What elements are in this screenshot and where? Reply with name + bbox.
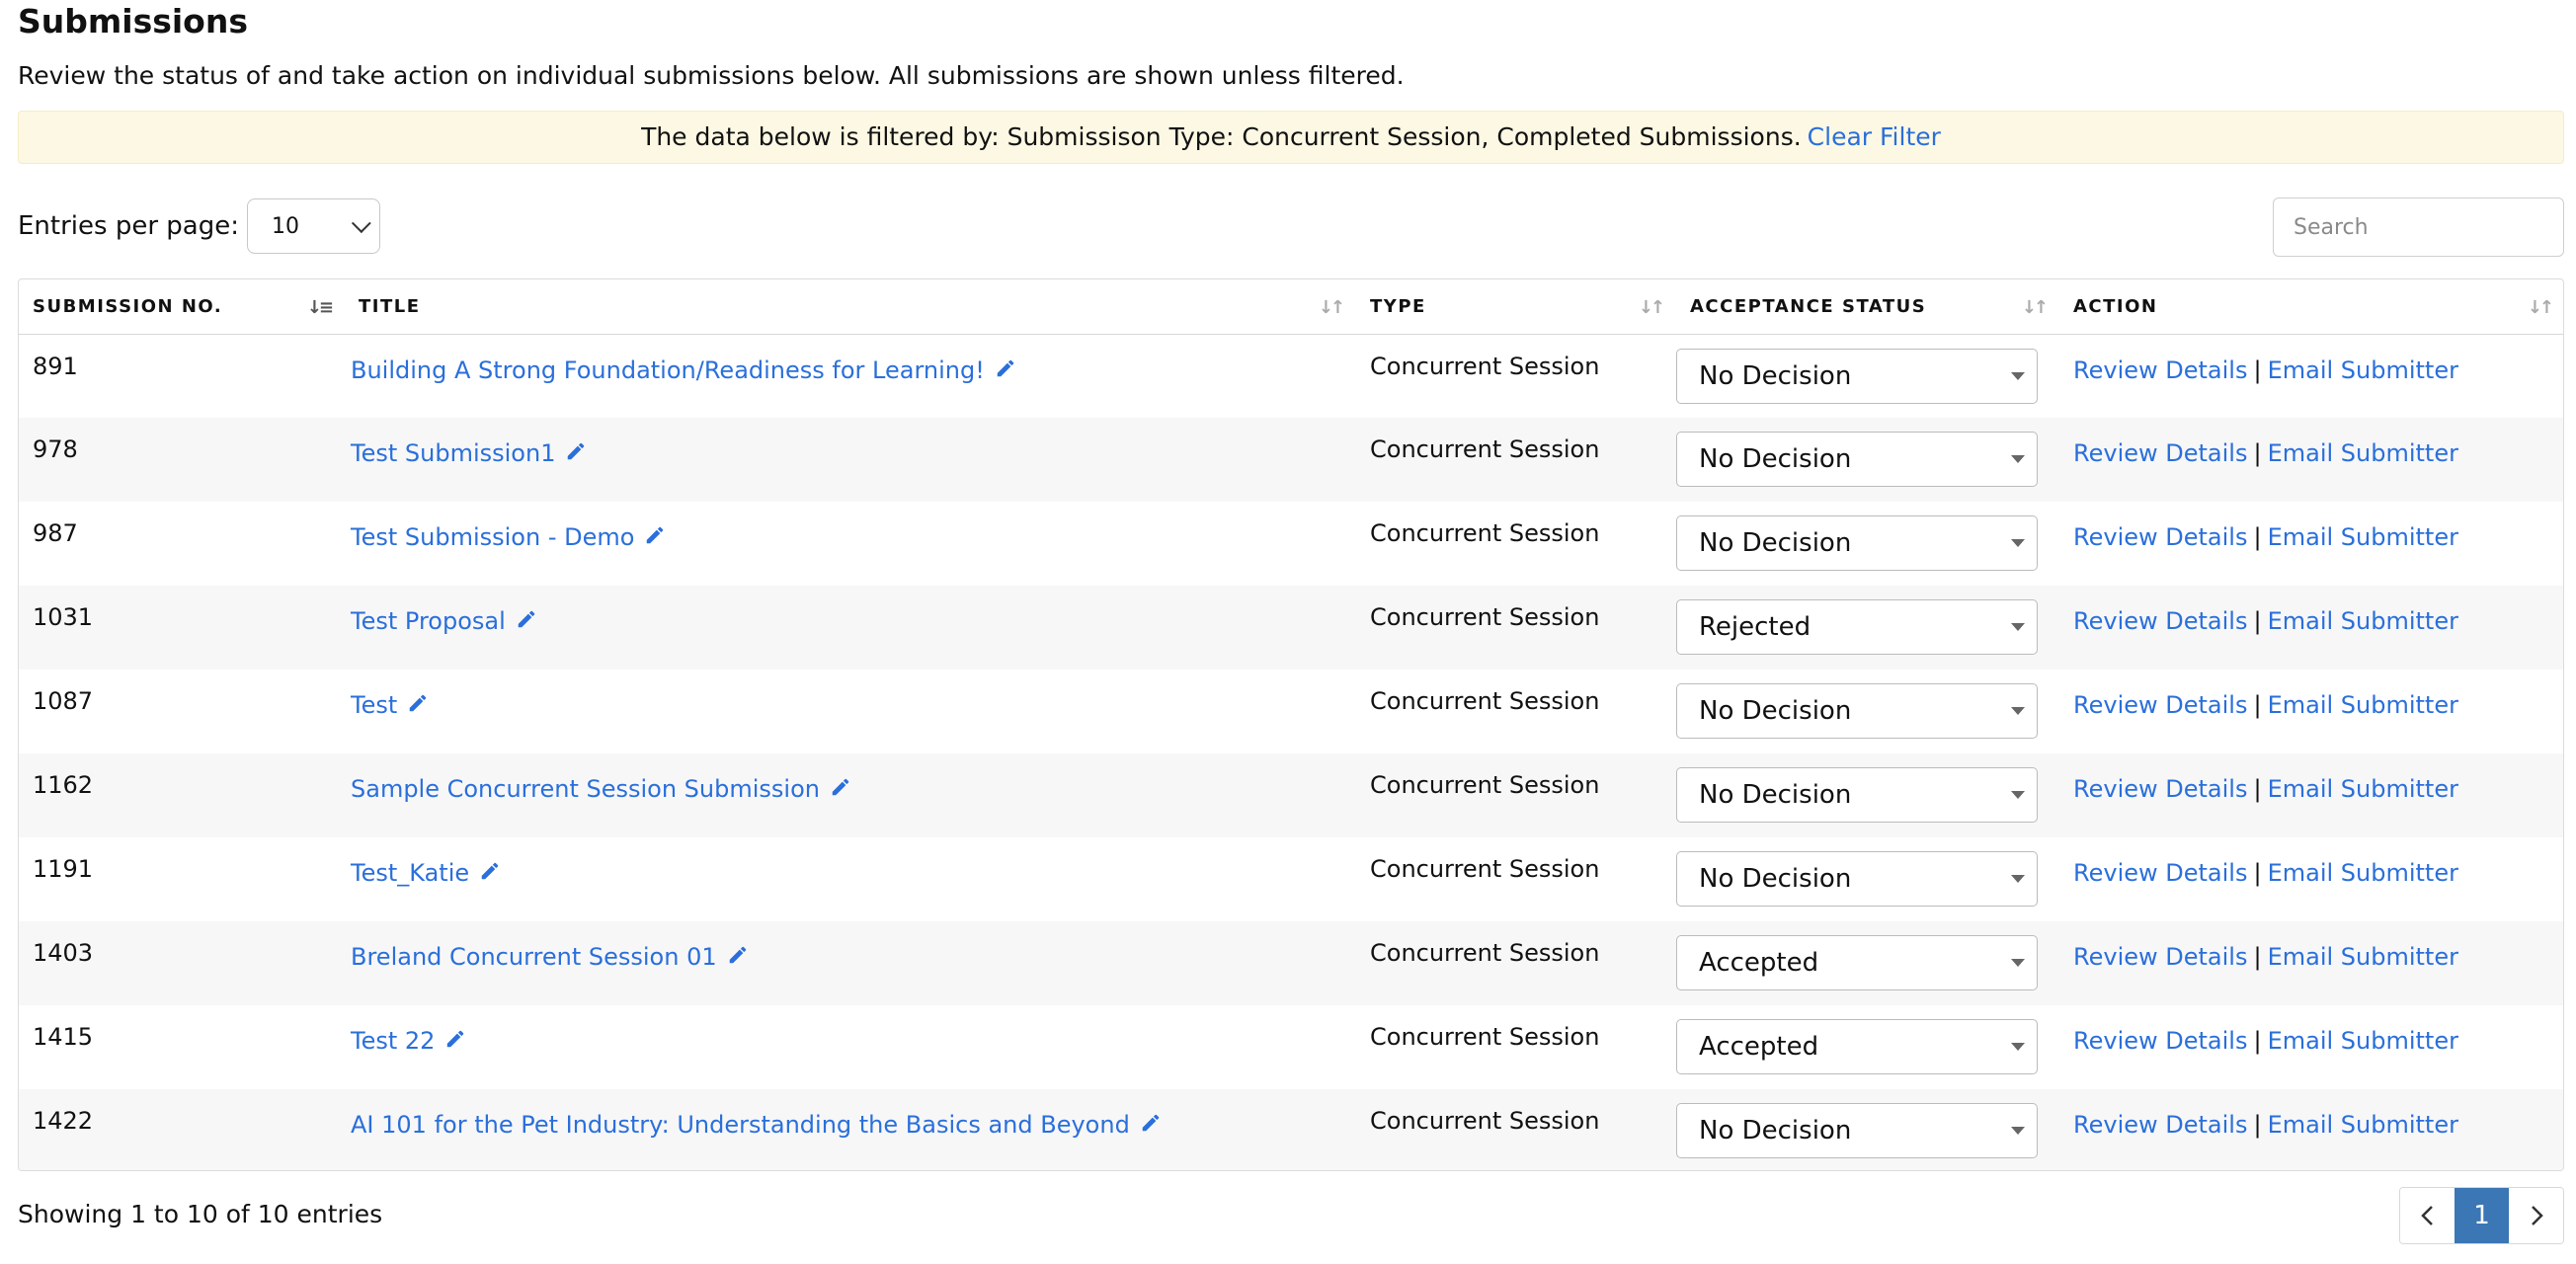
submission-number: 1031	[33, 603, 94, 631]
pencil-icon[interactable]	[444, 1028, 466, 1056]
submissions-table	[18, 278, 2564, 1171]
title-cell	[345, 502, 1356, 586]
review-details-link[interactable]: Review Details	[2073, 859, 2248, 887]
chevron-down-icon	[352, 213, 371, 233]
table-row	[19, 921, 2564, 1005]
acceptance-status-select[interactable]	[1676, 851, 2038, 907]
status-cell	[1676, 837, 2059, 921]
submission-title-link[interactable]: Test_Katie	[351, 859, 470, 887]
title-cell	[345, 837, 1356, 921]
submission-number: 1422	[33, 1107, 94, 1135]
submission-type: Concurrent Session	[1370, 352, 1600, 380]
table-row	[19, 1005, 2564, 1089]
status-cell	[1676, 418, 2059, 502]
submission-number: 987	[33, 519, 78, 547]
submission-number: 1087	[33, 687, 94, 715]
action-separator: |	[2253, 439, 2262, 467]
pencil-icon[interactable]	[565, 440, 587, 468]
chevron-left-icon	[2419, 1205, 2437, 1226]
acceptance-status-value: No Decision	[1699, 444, 1852, 474]
status-cell	[1676, 670, 2059, 753]
acceptance-status-select[interactable]	[1676, 683, 2038, 739]
review-details-link[interactable]: Review Details	[2073, 1111, 2248, 1139]
email-submitter-link[interactable]: Email Submitter	[2267, 1111, 2458, 1139]
column-type[interactable]: TYPE ↓↑	[1370, 295, 1662, 318]
submission-number: 1191	[33, 855, 94, 883]
pencil-icon[interactable]	[516, 608, 537, 636]
action-separator: |	[2253, 1111, 2262, 1139]
column-acceptance-status[interactable]: ACCEPTANCE STATUS ↓↑	[1690, 295, 2046, 318]
submission-number: 1403	[33, 939, 94, 967]
filter-text: The data below is filtered by: Submissison Type: Concurrent Session, Completed Submissions.	[641, 122, 1802, 151]
submission-number: 1415	[33, 1023, 94, 1051]
chevron-right-icon	[2528, 1205, 2545, 1226]
action-cell	[2059, 1089, 2564, 1171]
status-cell	[1676, 586, 2059, 670]
table-row	[19, 502, 2564, 586]
caret-down-icon	[2011, 539, 2025, 547]
action-cell	[2059, 418, 2564, 502]
table-row	[19, 753, 2564, 837]
action-cell	[2059, 670, 2564, 753]
review-details-link[interactable]: Review Details	[2073, 523, 2248, 551]
review-details-link[interactable]: Review Details	[2073, 943, 2248, 971]
status-cell	[1676, 753, 2059, 837]
entries-per-page	[18, 198, 380, 255]
search-input[interactable]	[2273, 198, 2564, 257]
acceptance-status-select[interactable]	[1676, 349, 2038, 404]
submission-type: Concurrent Session	[1370, 1023, 1600, 1051]
caret-down-icon	[2011, 623, 2025, 631]
email-submitter-link[interactable]: Email Submitter	[2267, 356, 2458, 384]
submission-title-link[interactable]: AI 101 for the Pet Industry: Understanding the Basics and Beyond	[351, 1111, 1130, 1139]
submission-title-link[interactable]: Test Submission - Demo	[351, 523, 635, 551]
status-cell	[1676, 921, 2059, 1005]
submission-title-link[interactable]: Test Proposal	[351, 607, 506, 635]
title-cell	[345, 1089, 1356, 1171]
email-submitter-link[interactable]: Email Submitter	[2267, 523, 2458, 551]
acceptance-status-select[interactable]	[1676, 1019, 2038, 1074]
submission-type: Concurrent Session	[1370, 687, 1600, 715]
submission-title-link[interactable]: Test 22	[351, 1027, 436, 1055]
entries-select[interactable]	[247, 198, 380, 254]
caret-down-icon	[2011, 1043, 2025, 1051]
action-separator: |	[2253, 356, 2262, 384]
submission-type: Concurrent Session	[1370, 771, 1600, 799]
action-cell	[2059, 502, 2564, 586]
pencil-icon[interactable]	[644, 524, 666, 552]
submission-number: 891	[33, 352, 78, 380]
pencil-icon[interactable]	[407, 692, 429, 720]
acceptance-status-value: No Decision	[1699, 1116, 1852, 1146]
acceptance-status-select[interactable]	[1676, 767, 2038, 823]
review-details-link[interactable]: Review Details	[2073, 607, 2248, 635]
caret-down-icon	[2011, 455, 2025, 463]
column-action[interactable]: ACTION ↓↑	[2073, 295, 2551, 318]
caret-down-icon	[2011, 372, 2025, 380]
acceptance-status-value: No Decision	[1699, 780, 1852, 810]
action-cell	[2059, 837, 2564, 921]
submission-type: Concurrent Session	[1370, 435, 1600, 463]
sort-icon: ↓≡	[306, 297, 331, 318]
caret-down-icon	[2011, 959, 2025, 967]
clear-filter-link[interactable]: Clear Filter	[1807, 122, 1941, 151]
review-details-link[interactable]: Review Details	[2073, 1027, 2248, 1055]
table-row	[19, 670, 2564, 753]
acceptance-status-value: Accepted	[1699, 948, 1819, 978]
submission-type: Concurrent Session	[1370, 1107, 1600, 1135]
title-cell	[345, 418, 1356, 502]
acceptance-status-value: Rejected	[1699, 612, 1811, 642]
acceptance-status-select[interactable]	[1676, 935, 2038, 990]
pencil-icon[interactable]	[727, 944, 749, 972]
submission-number: 978	[33, 435, 78, 463]
submission-type: Concurrent Session	[1370, 603, 1600, 631]
status-cell	[1676, 1005, 2059, 1089]
pagination	[2399, 1187, 2564, 1244]
submission-number: 1162	[33, 771, 94, 799]
table-header	[19, 279, 2564, 334]
title-cell	[345, 921, 1356, 1005]
review-details-link[interactable]: Review Details	[2073, 356, 2248, 384]
status-cell	[1676, 502, 2059, 586]
table-row	[19, 1089, 2564, 1171]
next-page-button[interactable]	[2509, 1188, 2563, 1243]
sort-icon: ↓↑	[1318, 297, 1342, 318]
email-submitter-link[interactable]: Email Submitter	[2267, 1027, 2458, 1055]
title-cell	[345, 1005, 1356, 1089]
status-cell	[1676, 334, 2059, 418]
table-row	[19, 837, 2564, 921]
action-separator: |	[2253, 775, 2262, 803]
caret-down-icon	[2011, 707, 2025, 715]
action-separator: |	[2253, 859, 2262, 887]
email-submitter-link[interactable]: Email Submitter	[2267, 775, 2458, 803]
sort-icon: ↓↑	[1638, 297, 1662, 318]
page-title: Submissions	[18, 2, 248, 40]
email-submitter-link[interactable]: Email Submitter	[2267, 607, 2458, 635]
submission-type: Concurrent Session	[1370, 939, 1600, 967]
title-cell	[345, 586, 1356, 670]
pencil-icon[interactable]	[1140, 1112, 1162, 1140]
table-row	[19, 418, 2564, 502]
action-cell	[2059, 753, 2564, 837]
submission-type: Concurrent Session	[1370, 519, 1600, 547]
action-separator: |	[2253, 943, 2262, 971]
email-submitter-link[interactable]: Email Submitter	[2267, 439, 2458, 467]
action-separator: |	[2253, 523, 2262, 551]
submission-title-link[interactable]: Test	[351, 691, 398, 719]
email-submitter-link[interactable]: Email Submitter	[2267, 943, 2458, 971]
submission-title-link[interactable]: Sample Concurrent Session Submission	[351, 775, 820, 803]
acceptance-status-select[interactable]	[1676, 515, 2038, 571]
pencil-icon[interactable]	[995, 357, 1016, 385]
review-details-link[interactable]: Review Details	[2073, 775, 2248, 803]
status-cell	[1676, 1089, 2059, 1171]
entries-label: Entries per page:	[18, 211, 239, 241]
title-cell	[345, 753, 1356, 837]
action-separator: |	[2253, 607, 2262, 635]
sort-icon: ↓↑	[2527, 297, 2551, 318]
caret-down-icon	[2011, 875, 2025, 883]
pencil-icon[interactable]	[830, 776, 851, 804]
sort-icon: ↓↑	[2021, 297, 2046, 318]
acceptance-status-value: Accepted	[1699, 1032, 1819, 1062]
page-1-button[interactable]: 1	[2455, 1188, 2509, 1243]
action-cell	[2059, 334, 2564, 418]
acceptance-status-value: No Decision	[1699, 528, 1852, 558]
acceptance-status-select[interactable]	[1676, 599, 2038, 655]
title-cell	[345, 670, 1356, 753]
submission-type: Concurrent Session	[1370, 855, 1600, 883]
pencil-icon[interactable]	[479, 860, 501, 888]
action-cell	[2059, 586, 2564, 670]
caret-down-icon	[2011, 791, 2025, 799]
page-description: Review the status of and take action on individual submissions below. All submissions are shown unless filtered.	[18, 61, 1405, 90]
action-cell	[2059, 921, 2564, 1005]
table-row	[19, 334, 2564, 418]
table-row	[19, 586, 2564, 670]
action-cell	[2059, 1005, 2564, 1089]
submission-title-link[interactable]: Breland Concurrent Session 01	[351, 943, 717, 971]
email-submitter-link[interactable]: Email Submitter	[2267, 859, 2458, 887]
acceptance-status-select[interactable]	[1676, 1103, 2038, 1158]
email-submitter-link[interactable]: Email Submitter	[2267, 691, 2458, 719]
review-details-link[interactable]: Review Details	[2073, 691, 2248, 719]
acceptance-status-select[interactable]	[1676, 432, 2038, 487]
filter-banner	[18, 111, 2564, 164]
acceptance-status-value: No Decision	[1699, 696, 1852, 726]
submission-title-link[interactable]: Building A Strong Foundation/Readiness for Learning!	[351, 356, 985, 384]
showing-entries-text: Showing 1 to 10 of 10 entries	[18, 1200, 383, 1228]
action-separator: |	[2253, 1027, 2262, 1055]
column-submission-no[interactable]: SUBMISSION NO. ↓≡	[33, 295, 331, 318]
submission-title-link[interactable]: Test Submission1	[351, 439, 556, 467]
previous-page-button[interactable]	[2400, 1188, 2455, 1243]
acceptance-status-value: No Decision	[1699, 864, 1852, 894]
review-details-link[interactable]: Review Details	[2073, 439, 2248, 467]
action-separator: |	[2253, 691, 2262, 719]
caret-down-icon	[2011, 1127, 2025, 1135]
acceptance-status-value: No Decision	[1699, 360, 1852, 391]
title-cell	[345, 334, 1356, 418]
column-title[interactable]: TITLE ↓↑	[359, 295, 1342, 318]
entries-value: 10	[271, 213, 299, 239]
